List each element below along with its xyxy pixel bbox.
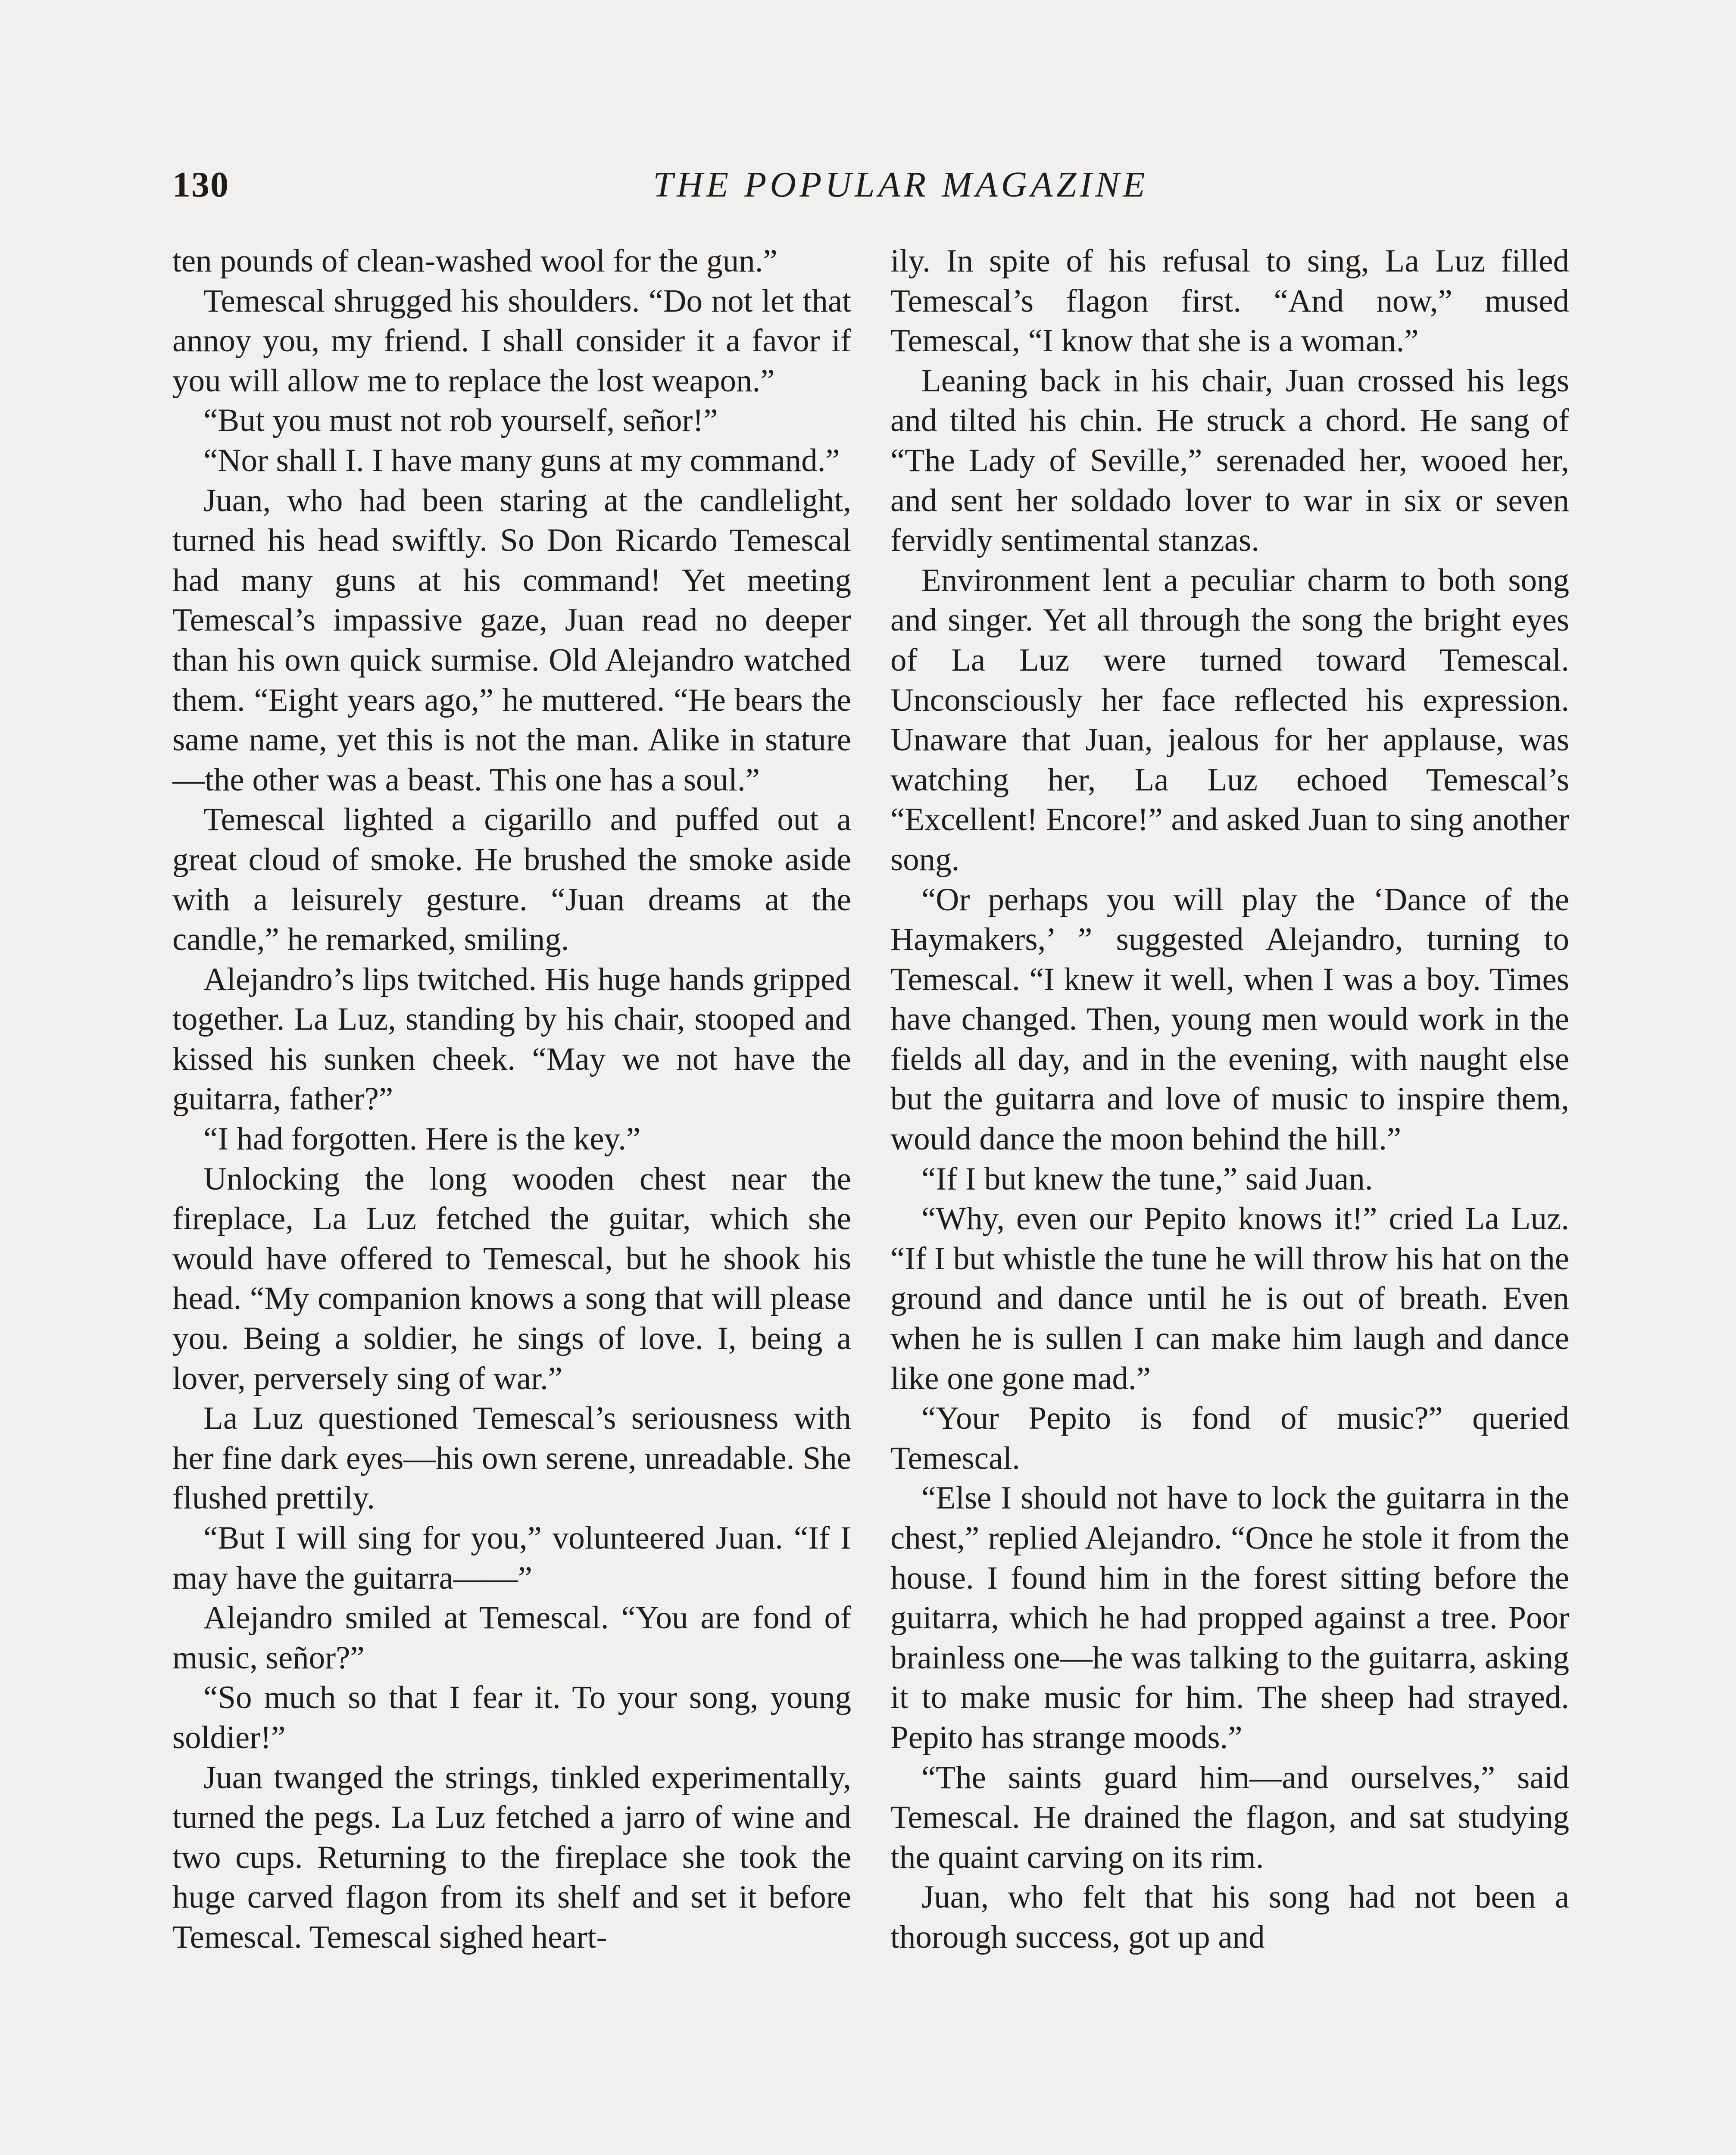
- left-column: [172, 241, 851, 2155]
- page-number: 130: [172, 165, 229, 205]
- paragraph: “But I will sing for you,” volunteered Juan. “If I may have the guitarra——”: [172, 1520, 851, 1596]
- paragraph: ten pounds of clean-washed wool for the gun.”: [172, 243, 777, 279]
- paragraph: Temescal shrugged his shoulders. “Do not let that annoy you, my friend. I shall consider it a favor if you will allow me to replace the lost weapon.”: [172, 283, 851, 399]
- paragraph: Juan, who had been staring at the candlelight, turned his head swiftly. So Don Ricardo Temescal had many guns at his command! Yet meeting Temescal’s impassive gaze, Juan read no deeper than his own quick surmise. Old Alejandro watched them. “Eight years ago,” he muttered. “He bears the same name, yet this is not the man. Alike in stature—the other was a beast. This one has a soul.”: [172, 482, 851, 798]
- paragraph: “Why, even our Pepito knows it!” cried La Luz. “If I but whistle the tune he will throw his hat on the ground and dance until he is out of breath. Even when he is sullen I can make him laugh and dance like one gone mad.”: [890, 1201, 1569, 1396]
- paragraph: “But you must not rob yourself, señor!”: [203, 403, 718, 439]
- paragraph: Alejandro’s lips twitched. His huge hands gripped together. La Luz, standing by his chair, stooped and kissed his sunken cheek. “May we not have the guitarra, father?”: [172, 961, 851, 1117]
- paragraph: Temescal lighted a cigarillo and puffed out a great cloud of smoke. He brushed the smoke aside with a leisurely gesture. “Juan dreams at the candle,” he remarked, smiling.: [172, 802, 851, 958]
- paragraph: ily. In spite of his refusal to sing, La Luz filled Temescal’s flagon first. “And now,” mused Temescal, “I know that she is a woman.”: [890, 243, 1569, 359]
- paragraph: “Your Pepito is fond of music?” queried Temescal.: [890, 1400, 1569, 1476]
- paragraph: Alejandro smiled at Temescal. “You are fond of music, señor?”: [172, 1600, 851, 1676]
- page-header: [172, 164, 1564, 224]
- paragraph: Juan twanged the strings, tinkled experimentally, turned the pegs. La Luz fetched a jarro of wine and two cups. Returning to the fireplace she took the huge carved flagon from its shelf and set it before Temescal. Temescal sighed heart-: [172, 1759, 851, 1955]
- paragraph: La Luz questioned Temescal’s seriousness with her fine dark eyes—his own serene, unreadable. She flushed prettily.: [172, 1400, 851, 1516]
- paragraph: Juan, who felt that his song had not been a thorough success, got up and: [890, 1879, 1569, 1955]
- paragraph: “Or perhaps you will play the ‘Dance of the Haymakers,’ ” suggested Alejandro, turning to Temescal. “I knew it well, when I was a boy. Times have changed. Then, young men would work in the fields all day, and in the evening, with naught else but the guitarra and love of music to inspire them, would dance the moon behind the hill.”: [890, 881, 1569, 1157]
- paragraph: “The saints guard him—and ourselves,” said Temescal. He drained the flagon, and sat studying the quaint carving on its rim.: [890, 1759, 1569, 1875]
- paragraph: Unlocking the long wooden chest near the fireplace, La Luz fetched the guitar, which she would have offered to Temescal, but he shook his head. “My companion knows a song that will please you. Being a soldier, he sings of love. I, being a lover, perversely sing of war.”: [172, 1161, 851, 1396]
- paragraph: “I had forgotten. Here is the key.”: [203, 1121, 641, 1157]
- paragraph: “So much so that I fear it. To your song, young soldier!”: [172, 1680, 851, 1755]
- running-title: THE POPULAR MAGAZINE: [653, 165, 1149, 205]
- paragraph: “Else I should not have to lock the guitarra in the chest,” replied Alejandro. “Once he stole it from the house. I found him in the forest sitting before the guitarra, which he had propped against a tree. Poor brainless one—he was talking to the guitarra, asking it to make music for him. The sheep had strayed. Pepito has strange moods.”: [890, 1480, 1569, 1755]
- paragraph: “Nor shall I. I have many guns at my command.”: [203, 442, 840, 478]
- paragraph: Environment lent a peculiar charm to both song and singer. Yet all through the song the bright eyes of La Luz were turned toward Temescal. Unconsciously her face reflected his expression. Unaware that Juan, jealous for her applause, was watching her, La Luz echoed Temescal’s “Excellent! Encore!” and asked Juan to sing another song.: [890, 562, 1569, 878]
- paragraph: Leaning back in his chair, Juan crossed his legs and tilted his chin. He struck a chord. He sang of “The Lady of Seville,” serenaded her, wooed her, and sent her soldado lover to war in six or seven fervidly sentimental stanzas.: [890, 362, 1569, 559]
- paragraph: “If I but knew the tune,” said Juan.: [921, 1161, 1373, 1197]
- right-column: [890, 241, 1569, 2155]
